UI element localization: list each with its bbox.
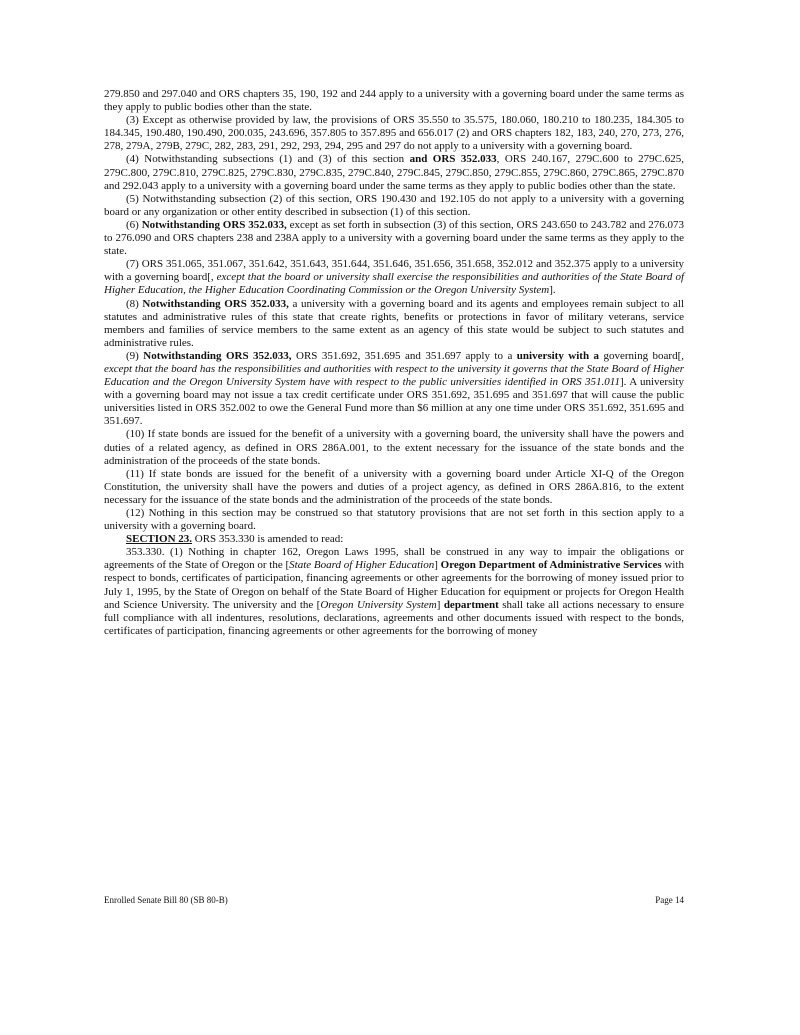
footer-bill-name: Enrolled Senate Bill 80 (SB 80-B) (104, 895, 228, 905)
page-footer (104, 895, 684, 905)
p4-text-c: , ORS 240.167, 279C.600 to 279C.625, 279C.800, 279C.810, 279C.825, 279C.830, 279C.835, 279C.840, 279C.845, 279C.850, 279C.855, 279C.860, 279C.865, 279C.870 and 292.043 apply to a university with a governing board under the same terms as they apply to public bodies other than the state. (104, 153, 684, 192)
paragraph-3: (3) Except as otherwise provided by law, the provisions of ORS 35.550 to 35.575, 180.060, 180.210 to 180.235, 184.305 to 184.345, 190.480, 190.490, 200.035, 243.696, 357.805 to 357.895 and 656.017 (2) and ORS chapters 182, 183, 240, 270, 273, 276, 278, 279A, 279B, 279C, 282, 283, 291, 292, 293, 294, 295 and 297 do not apply to a university with a governing board. (104, 114, 684, 153)
p4-amendment-bold: and ORS 352.033 (409, 153, 497, 166)
p7-deletion-italic: , except that the board or university shall exercise the responsibilities and authorities of the State Board of Higher Education, the Higher Education Coordinating Commission or the Oregon University System (104, 271, 685, 297)
p9-amendment-bold-2: university with a (516, 349, 600, 362)
paragraph-6 (104, 219, 684, 258)
p13-text-e: with respect to bonds, certificates of participation, financing agreements or other agreements for the borrowing of money issued prior to July 1, 1995, by the State of Oregon on behalf of the State Board of Higher Education for equipment or projects for Oregon Health and Science University. The university and the [ (104, 559, 684, 611)
p13-amendment-bold-2: department (443, 598, 499, 611)
paragraph-8 (104, 298, 684, 350)
p13-deletion-italic: State Board of Higher Education (289, 559, 435, 572)
p6-amendment-bold: Notwithstanding ORS 352.033, (141, 218, 287, 231)
p13-amendment-bold: Oregon Department of Administrative Services (440, 559, 662, 572)
p13-text-i: shall take all actions necessary to ensure full compliance with all indentures, resolutions, declarations, agreements and other documents issued with respect to the bonds, certificates of participation, financing agreements or other agreements for the borrowing of money (104, 598, 684, 637)
p9-deletion-italic: , except that the board has the responsibilities and authorities with respect to the university it governs that the State Board of Higher Education and the Oregon University System have with respect to the public universities identified in ORS 351.011 (104, 349, 684, 389)
p8-amendment-bold: Notwithstanding ORS 352.033, (142, 297, 289, 310)
footer-page-number: Page 14 (655, 895, 684, 905)
section-23-text: ORS 353.330 is amended to read: (192, 533, 344, 546)
paragraph-9 (104, 350, 684, 429)
paragraph-353-330 (104, 546, 684, 638)
p9-text-c: ORS 351.692, 351.695 and 351.697 apply to a (291, 349, 517, 362)
paragraph-12: (12) Nothing in this section may be construed so that statutory provisions that are not set forth in this section apply to a university with a governing board. (104, 507, 684, 533)
p6-text-c: except as set forth in subsection (3) of this section, ORS 243.650 to 243.782 and 276.073 to 276.090 and ORS chapters 238 and 238A apply to a university with a governing board under the same terms as they apply to the state. (104, 218, 685, 258)
p4-text-a: (4) Notwithstanding subsections (1) and (3) of this section (126, 153, 410, 166)
p13-text-a: 353.330. (1) Nothing in chapter 162, Oregon Laws 1995, shall be construed in any way to impair the obligations or agreements of the State of Oregon or the [ (104, 546, 684, 572)
document-body (104, 88, 684, 638)
p7-text-a: (7) ORS 351.065, 351.067, 351.642, 351.643, 351.644, 351.646, 351.656, 351.658, 352.012 and 352.375 apply to a university with a governing board[ (104, 258, 684, 284)
paragraph-continuation: 279.850 and 297.040 and ORS chapters 35, 190, 192 and 244 apply to a university with a governing board under the same terms as they apply to public bodies other than the state. (104, 88, 684, 114)
p9-text-g: ]. A university with a governing board may not issue a tax credit certificate under ORS 351.692, 351.695 and 351.697 that will cause the public universities listed in ORS 352.002 to owe the General Fund more than $6 million at any one time under ORS 351.692, 351.695 and 351.697. (104, 376, 684, 428)
section-23-label: SECTION 23. (126, 533, 193, 546)
p8-text-a: (8) (126, 297, 143, 310)
p13-deletion-italic-2: Oregon University System (320, 598, 437, 611)
section-23-heading (104, 533, 684, 546)
paragraph-10: (10) If state bonds are issued for the benefit of a university with a governing board, the university shall have the powers and duties of a related agency, as defined in ORS 286A.001, to the extent necessary for the issuance of the state bonds and the administration of the proceeds of the state bonds. (104, 428, 684, 467)
paragraph-5: (5) Notwithstanding subsection (2) of this section, ORS 190.430 and 192.105 do not apply to a university with a governing board or any organization or other entity described in subsection (1) of this section. (104, 192, 684, 218)
p9-text-a: (9) (126, 349, 144, 362)
p9-text-e: governing board[ (599, 349, 682, 362)
p13-text-c: ] (434, 559, 441, 572)
paragraph-7 (104, 258, 684, 297)
p8-text-c: a university with a governing board and its agents and employees remain subject to all statutes and administrative rules of this state that create rights, benefits or protections in favor of military veterans, service members and families of service members to the same extent as an agency of this state would be subject to such statutes and administrative rules. (104, 297, 685, 349)
paragraph-4 (104, 153, 684, 192)
p7-text-c: ]. (549, 284, 556, 297)
paragraph-11: (11) If state bonds are issued for the benefit of a university with a governing board under Article XI-Q of the Oregon Constitution, the university shall have the powers and duties of a project agency, as defined in ORS 286A.816, to the extent necessary for the issuance of the state bonds and the administration of the proceeds of the state bonds. (104, 467, 684, 506)
p6-text-a: (6) (126, 218, 142, 231)
p9-amendment-bold: Notwithstanding ORS 352.033, (143, 349, 292, 362)
p13-text-g: ] (436, 598, 444, 611)
